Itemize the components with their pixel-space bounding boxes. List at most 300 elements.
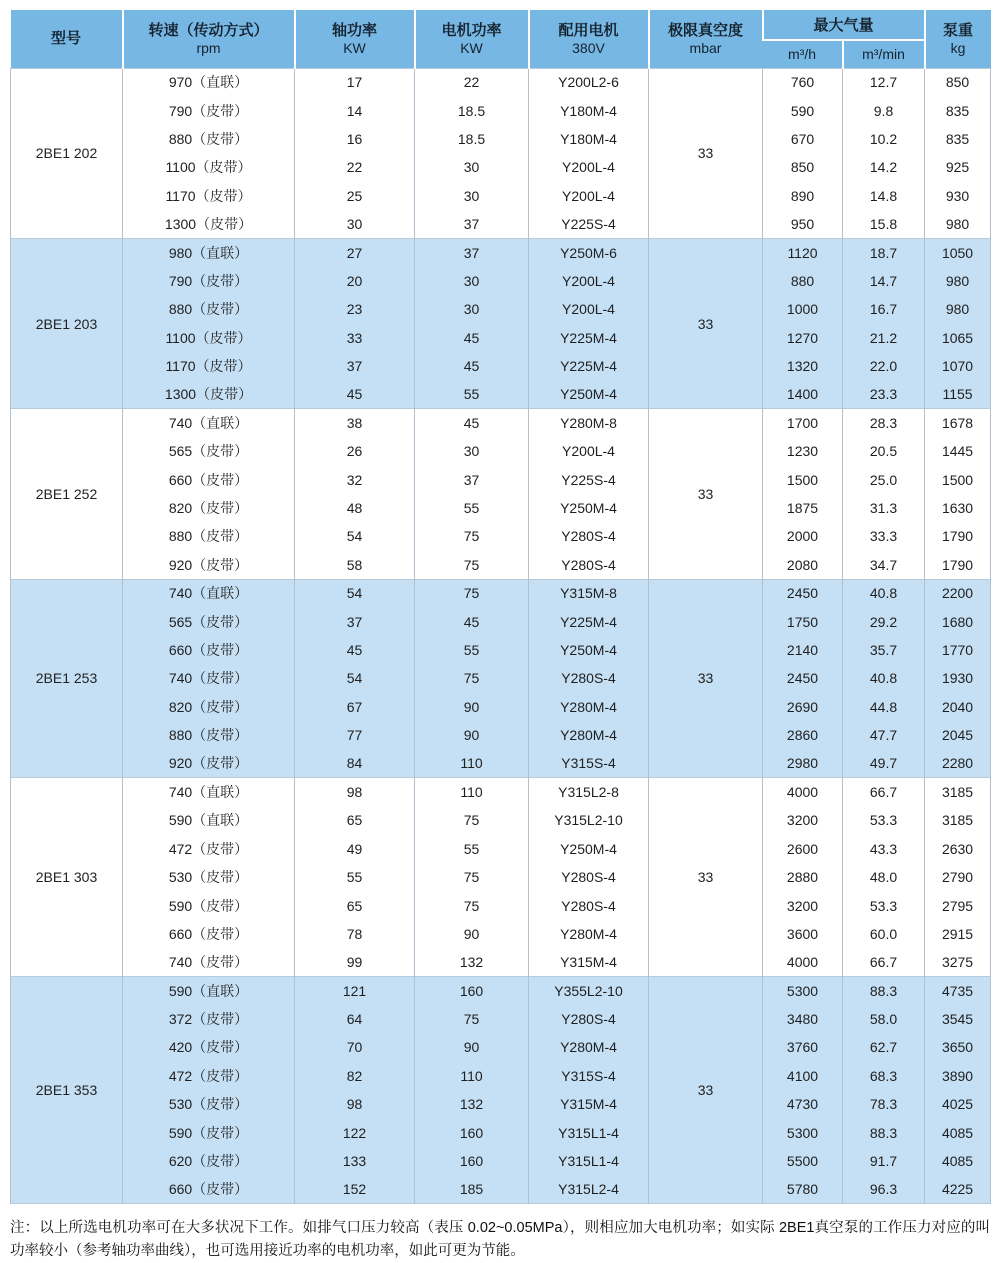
table-row xyxy=(11,693,991,721)
capacity-m3min-cell: 60.0 xyxy=(843,920,925,948)
capacity-m3h-cell: 3480 xyxy=(763,1005,843,1033)
vacuum-cell: 33 xyxy=(649,778,763,977)
model-cell: 2BE1 203 xyxy=(11,238,123,408)
model-cell: 2BE1 252 xyxy=(11,409,123,579)
matched-motor-cell: Y280S-4 xyxy=(529,551,649,579)
matched-motor-cell: Y280M-4 xyxy=(529,920,649,948)
motor-power-cell: 75 xyxy=(415,551,529,579)
capacity-m3h-cell: 1875 xyxy=(763,494,843,522)
speed-cell: 660（皮带） xyxy=(123,1175,295,1203)
speed-cell: 1300（皮带） xyxy=(123,210,295,238)
motor-power-cell: 110 xyxy=(415,1062,529,1090)
matched-motor-cell: Y315L2-8 xyxy=(529,778,649,806)
motor-power-cell: 45 xyxy=(415,607,529,635)
motor-power-cell: 30 xyxy=(415,295,529,323)
matched-motor-cell: Y315M-8 xyxy=(529,579,649,607)
speed-cell: 660（皮带） xyxy=(123,920,295,948)
capacity-m3h-cell: 5300 xyxy=(763,977,843,1005)
table-row xyxy=(11,153,991,181)
pump-weight-cell: 1065 xyxy=(925,324,991,352)
pump-weight-cell: 2790 xyxy=(925,863,991,891)
shaft-power-cell: 54 xyxy=(295,522,415,550)
capacity-m3h-cell: 1400 xyxy=(763,380,843,408)
speed-cell: 820（皮带） xyxy=(123,494,295,522)
speed-cell: 1100（皮带） xyxy=(123,324,295,352)
pump-weight-cell: 2280 xyxy=(925,749,991,777)
capacity-m3min-cell: 21.2 xyxy=(843,324,925,352)
motor-power-cell: 160 xyxy=(415,977,529,1005)
table-row xyxy=(11,238,991,266)
header-model-title: 型号 xyxy=(50,30,81,48)
speed-cell: 1100（皮带） xyxy=(123,153,295,181)
matched-motor-cell: Y280M-4 xyxy=(529,721,649,749)
capacity-m3min-cell: 14.7 xyxy=(843,267,925,295)
table-row xyxy=(11,1005,991,1033)
capacity-m3min-cell: 49.7 xyxy=(843,749,925,777)
matched-motor-cell: Y200L2-6 xyxy=(529,68,649,96)
pump-weight-cell: 3185 xyxy=(925,778,991,806)
pump-weight-cell: 3890 xyxy=(925,1062,991,1090)
capacity-m3h-cell: 3200 xyxy=(763,891,843,919)
capacity-m3h-cell: 2450 xyxy=(763,664,843,692)
capacity-m3min-cell: 62.7 xyxy=(843,1033,925,1061)
shaft-power-cell: 121 xyxy=(295,977,415,1005)
capacity-m3min-cell: 96.3 xyxy=(843,1175,925,1203)
capacity-m3h-cell: 4730 xyxy=(763,1090,843,1118)
capacity-m3h-cell: 890 xyxy=(763,182,843,210)
speed-cell: 565（皮带） xyxy=(123,607,295,635)
capacity-m3h-cell: 760 xyxy=(763,68,843,96)
motor-power-cell: 75 xyxy=(415,891,529,919)
motor-power-cell: 160 xyxy=(415,1118,529,1146)
capacity-m3min-cell: 18.7 xyxy=(843,238,925,266)
table-row xyxy=(11,96,991,124)
capacity-m3min-cell: 22.0 xyxy=(843,352,925,380)
table-row xyxy=(11,891,991,919)
speed-cell: 880（皮带） xyxy=(123,522,295,550)
capacity-m3min-cell: 91.7 xyxy=(843,1147,925,1175)
speed-cell: 590（皮带） xyxy=(123,891,295,919)
motor-power-cell: 90 xyxy=(415,920,529,948)
table-row xyxy=(11,749,991,777)
speed-cell: 660（皮带） xyxy=(123,465,295,493)
capacity-m3h-cell: 2080 xyxy=(763,551,843,579)
pump-weight-cell: 4225 xyxy=(925,1175,991,1203)
capacity-m3h-cell: 4100 xyxy=(763,1062,843,1090)
shaft-power-cell: 30 xyxy=(295,210,415,238)
speed-cell: 420（皮带） xyxy=(123,1033,295,1061)
motor-power-cell: 30 xyxy=(415,182,529,210)
shaft-power-cell: 45 xyxy=(295,636,415,664)
matched-motor-cell: Y355L2-10 xyxy=(529,977,649,1005)
model-cell: 2BE1 303 xyxy=(11,778,123,977)
capacity-m3min-cell: 31.3 xyxy=(843,494,925,522)
motor-power-cell: 132 xyxy=(415,948,529,976)
shaft-power-cell: 133 xyxy=(295,1147,415,1175)
speed-cell: 970（直联） xyxy=(123,68,295,96)
pump-weight-cell: 2915 xyxy=(925,920,991,948)
capacity-m3min-cell: 66.7 xyxy=(843,778,925,806)
pump-weight-cell: 4085 xyxy=(925,1147,991,1175)
capacity-m3h-cell: 3200 xyxy=(763,806,843,834)
capacity-m3h-cell: 5300 xyxy=(763,1118,843,1146)
vacuum-cell: 33 xyxy=(649,238,763,408)
capacity-m3h-cell: 2140 xyxy=(763,636,843,664)
table-row xyxy=(11,210,991,238)
capacity-m3min-cell: 43.3 xyxy=(843,835,925,863)
header-shaft-power-unit: KW xyxy=(343,39,366,56)
model-group xyxy=(11,409,991,579)
table-row xyxy=(11,835,991,863)
speed-cell: 790（皮带） xyxy=(123,96,295,124)
matched-motor-cell: Y315L1-4 xyxy=(529,1118,649,1146)
matched-motor-cell: Y280S-4 xyxy=(529,863,649,891)
shaft-power-cell: 22 xyxy=(295,153,415,181)
capacity-m3h-cell: 670 xyxy=(763,125,843,153)
speed-cell: 530（皮带） xyxy=(123,863,295,891)
speed-cell: 790（皮带） xyxy=(123,267,295,295)
capacity-m3h-cell: 2860 xyxy=(763,721,843,749)
capacity-m3h-cell: 5500 xyxy=(763,1147,843,1175)
pump-weight-cell: 1770 xyxy=(925,636,991,664)
capacity-m3h-cell: 1750 xyxy=(763,607,843,635)
shaft-power-cell: 98 xyxy=(295,778,415,806)
capacity-m3min-cell: 48.0 xyxy=(843,863,925,891)
capacity-m3min-cell: 53.3 xyxy=(843,891,925,919)
motor-power-cell: 22 xyxy=(415,68,529,96)
matched-motor-cell: Y180M-4 xyxy=(529,96,649,124)
speed-cell: 740（皮带） xyxy=(123,664,295,692)
matched-motor-cell: Y250M-4 xyxy=(529,636,649,664)
motor-power-cell: 90 xyxy=(415,693,529,721)
capacity-m3min-cell: 66.7 xyxy=(843,948,925,976)
capacity-m3min-cell: 35.7 xyxy=(843,636,925,664)
motor-power-cell: 75 xyxy=(415,863,529,891)
capacity-m3min-cell: 23.3 xyxy=(843,380,925,408)
motor-power-cell: 37 xyxy=(415,210,529,238)
matched-motor-cell: Y315L2-10 xyxy=(529,806,649,834)
header-shaft-power xyxy=(295,10,415,68)
pump-weight-cell: 980 xyxy=(925,295,991,323)
matched-motor-cell: Y225M-4 xyxy=(529,324,649,352)
motor-power-cell: 55 xyxy=(415,835,529,863)
pump-weight-cell: 1680 xyxy=(925,607,991,635)
matched-motor-cell: Y225S-4 xyxy=(529,465,649,493)
pump-weight-cell: 1790 xyxy=(925,522,991,550)
shaft-power-cell: 54 xyxy=(295,579,415,607)
table-row xyxy=(11,409,991,437)
capacity-m3h-cell: 1270 xyxy=(763,324,843,352)
header-pump-weight-title: 泵重 xyxy=(943,21,974,39)
header-ultimate-vacuum-unit: mbar xyxy=(689,39,722,56)
shaft-power-cell: 77 xyxy=(295,721,415,749)
shaft-power-cell: 122 xyxy=(295,1118,415,1146)
pump-weight-cell: 1155 xyxy=(925,380,991,408)
shaft-power-cell: 64 xyxy=(295,1005,415,1033)
capacity-m3min-cell: 68.3 xyxy=(843,1062,925,1090)
pump-weight-cell: 835 xyxy=(925,125,991,153)
model-group xyxy=(11,68,991,238)
table-row xyxy=(11,125,991,153)
shaft-power-cell: 32 xyxy=(295,465,415,493)
speed-cell: 565（皮带） xyxy=(123,437,295,465)
pump-weight-cell: 4085 xyxy=(925,1118,991,1146)
pump-weight-cell: 1445 xyxy=(925,437,991,465)
speed-cell: 740（直联） xyxy=(123,409,295,437)
matched-motor-cell: Y315L2-4 xyxy=(529,1175,649,1203)
speed-cell: 620（皮带） xyxy=(123,1147,295,1175)
capacity-m3h-cell: 2450 xyxy=(763,579,843,607)
capacity-m3min-cell: 88.3 xyxy=(843,977,925,1005)
capacity-m3min-cell: 58.0 xyxy=(843,1005,925,1033)
pump-weight-cell: 1930 xyxy=(925,664,991,692)
table-row xyxy=(11,494,991,522)
capacity-m3min-cell: 88.3 xyxy=(843,1118,925,1146)
header-max-air-capacity: 最大气量 xyxy=(763,10,925,40)
shaft-power-cell: 25 xyxy=(295,182,415,210)
pump-weight-cell: 1678 xyxy=(925,409,991,437)
capacity-m3h-cell: 950 xyxy=(763,210,843,238)
capacity-m3min-cell: 78.3 xyxy=(843,1090,925,1118)
shaft-power-cell: 20 xyxy=(295,267,415,295)
pump-weight-cell: 2040 xyxy=(925,693,991,721)
motor-power-cell: 185 xyxy=(415,1175,529,1203)
table-row xyxy=(11,607,991,635)
speed-cell: 590（直联） xyxy=(123,806,295,834)
motor-power-cell: 160 xyxy=(415,1147,529,1175)
table-row xyxy=(11,977,991,1005)
model-group xyxy=(11,579,991,778)
table-row xyxy=(11,863,991,891)
speed-cell: 880（皮带） xyxy=(123,125,295,153)
motor-power-cell: 55 xyxy=(415,380,529,408)
matched-motor-cell: Y280S-4 xyxy=(529,891,649,919)
speed-cell: 740（直联） xyxy=(123,778,295,806)
capacity-m3h-cell: 2690 xyxy=(763,693,843,721)
speed-cell: 660（皮带） xyxy=(123,636,295,664)
shaft-power-cell: 55 xyxy=(295,863,415,891)
capacity-m3min-cell: 44.8 xyxy=(843,693,925,721)
pump-weight-cell: 2045 xyxy=(925,721,991,749)
shaft-power-cell: 27 xyxy=(295,238,415,266)
pump-weight-cell: 1630 xyxy=(925,494,991,522)
matched-motor-cell: Y225S-4 xyxy=(529,210,649,238)
header-model xyxy=(11,10,123,68)
capacity-m3h-cell: 1000 xyxy=(763,295,843,323)
pump-weight-cell: 4025 xyxy=(925,1090,991,1118)
motor-power-cell: 75 xyxy=(415,579,529,607)
speed-cell: 820（皮带） xyxy=(123,693,295,721)
capacity-m3min-cell: 16.7 xyxy=(843,295,925,323)
motor-power-cell: 30 xyxy=(415,267,529,295)
matched-motor-cell: Y200L-4 xyxy=(529,182,649,210)
header-matched-motor-title: 配用电机 xyxy=(558,21,619,39)
capacity-m3min-cell: 29.2 xyxy=(843,607,925,635)
pump-weight-cell: 835 xyxy=(925,96,991,124)
capacity-m3h-cell: 1320 xyxy=(763,352,843,380)
table-row xyxy=(11,636,991,664)
capacity-m3min-cell: 53.3 xyxy=(843,806,925,834)
speed-cell: 1300（皮带） xyxy=(123,380,295,408)
capacity-m3h-cell: 1500 xyxy=(763,465,843,493)
capacity-m3min-cell: 12.7 xyxy=(843,68,925,96)
matched-motor-cell: Y250M-4 xyxy=(529,494,649,522)
capacity-m3h-cell: 1230 xyxy=(763,437,843,465)
speed-cell: 920（皮带） xyxy=(123,749,295,777)
footnote: 注：以上所选电机功率可在大多状况下工作。如排气口压力较高（表压 0.02~0.05MPa），则相应加大电机功率；如实际 2BE1真空泵的工作压力对应的叫功率较小（参考轴功率曲线），也可选用接近功率的电机功率，如此可更为节能。 xyxy=(10,1220,990,1260)
capacity-m3h-cell: 2880 xyxy=(763,863,843,891)
vacuum-cell: 33 xyxy=(649,579,763,778)
pump-weight-cell: 980 xyxy=(925,267,991,295)
speed-cell: 920（皮带） xyxy=(123,551,295,579)
capacity-m3min-cell: 47.7 xyxy=(843,721,925,749)
motor-power-cell: 90 xyxy=(415,721,529,749)
speed-cell: 880（皮带） xyxy=(123,721,295,749)
capacity-m3h-cell: 850 xyxy=(763,153,843,181)
header-matched-motor-unit: 380V xyxy=(572,39,605,56)
pump-weight-cell: 1050 xyxy=(925,238,991,266)
pump-weight-cell: 1500 xyxy=(925,465,991,493)
motor-power-cell: 45 xyxy=(415,409,529,437)
header-matched-motor xyxy=(529,10,649,68)
capacity-m3h-cell: 1120 xyxy=(763,238,843,266)
capacity-m3min-cell: 28.3 xyxy=(843,409,925,437)
pump-weight-cell: 1790 xyxy=(925,551,991,579)
matched-motor-cell: Y280M-8 xyxy=(529,409,649,437)
shaft-power-cell: 98 xyxy=(295,1090,415,1118)
model-group xyxy=(11,778,991,977)
capacity-m3min-cell: 40.8 xyxy=(843,664,925,692)
motor-power-cell: 45 xyxy=(415,324,529,352)
shaft-power-cell: 70 xyxy=(295,1033,415,1061)
header-speed-unit: rpm xyxy=(196,39,221,56)
shaft-power-cell: 14 xyxy=(295,96,415,124)
table-row xyxy=(11,380,991,408)
speed-cell: 1170（皮带） xyxy=(123,352,295,380)
capacity-m3min-cell: 15.8 xyxy=(843,210,925,238)
pump-weight-cell: 925 xyxy=(925,153,991,181)
pump-weight-cell: 2200 xyxy=(925,579,991,607)
speed-cell: 980（直联） xyxy=(123,238,295,266)
motor-power-cell: 18.5 xyxy=(415,96,529,124)
matched-motor-cell: Y180M-4 xyxy=(529,125,649,153)
motor-power-cell: 90 xyxy=(415,1033,529,1061)
header-shaft-power-title: 轴功率 xyxy=(331,21,377,39)
motor-power-cell: 18.5 xyxy=(415,125,529,153)
shaft-power-cell: 37 xyxy=(295,607,415,635)
pump-weight-cell: 4735 xyxy=(925,977,991,1005)
vacuum-cell: 33 xyxy=(649,977,763,1204)
shaft-power-cell: 17 xyxy=(295,68,415,96)
table-row xyxy=(11,465,991,493)
model-cell: 2BE1 353 xyxy=(11,977,123,1204)
table-row xyxy=(11,920,991,948)
table-row xyxy=(11,1118,991,1146)
shaft-power-cell: 65 xyxy=(295,891,415,919)
pump-weight-cell: 930 xyxy=(925,182,991,210)
motor-power-cell: 55 xyxy=(415,494,529,522)
speed-cell: 590（直联） xyxy=(123,977,295,1005)
motor-power-cell: 75 xyxy=(415,664,529,692)
motor-power-cell: 110 xyxy=(415,778,529,806)
header-unit-m3h: m³/h xyxy=(763,40,843,68)
shaft-power-cell: 48 xyxy=(295,494,415,522)
matched-motor-cell: Y315M-4 xyxy=(529,948,649,976)
model-group xyxy=(11,238,991,408)
capacity-m3h-cell: 2000 xyxy=(763,522,843,550)
capacity-m3min-cell: 34.7 xyxy=(843,551,925,579)
speed-cell: 880（皮带） xyxy=(123,295,295,323)
table-row xyxy=(11,1033,991,1061)
speed-cell: 740（皮带） xyxy=(123,948,295,976)
matched-motor-cell: Y200L-4 xyxy=(529,437,649,465)
header-unit-m3min: m³/min xyxy=(843,40,925,68)
motor-power-cell: 75 xyxy=(415,1005,529,1033)
table-row xyxy=(11,522,991,550)
table-row xyxy=(11,1062,991,1090)
speed-cell: 472（皮带） xyxy=(123,835,295,863)
motor-power-cell: 37 xyxy=(415,465,529,493)
vacuum-cell: 33 xyxy=(649,409,763,579)
table-row xyxy=(11,182,991,210)
pump-weight-cell: 3275 xyxy=(925,948,991,976)
shaft-power-cell: 82 xyxy=(295,1062,415,1090)
table-row xyxy=(11,437,991,465)
pump-spec-table xyxy=(10,10,991,1204)
shaft-power-cell: 26 xyxy=(295,437,415,465)
table-row xyxy=(11,721,991,749)
table-row xyxy=(11,68,991,96)
matched-motor-cell: Y280M-4 xyxy=(529,693,649,721)
header-pump-weight-unit: kg xyxy=(950,39,966,56)
capacity-m3min-cell: 25.0 xyxy=(843,465,925,493)
capacity-m3h-cell: 3760 xyxy=(763,1033,843,1061)
shaft-power-cell: 152 xyxy=(295,1175,415,1203)
header-ultimate-vacuum-title: 极限真空度 xyxy=(667,21,743,39)
matched-motor-cell: Y280S-4 xyxy=(529,664,649,692)
motor-power-cell: 37 xyxy=(415,238,529,266)
matched-motor-cell: Y225M-4 xyxy=(529,607,649,635)
table-row xyxy=(11,948,991,976)
shaft-power-cell: 99 xyxy=(295,948,415,976)
motor-power-cell: 55 xyxy=(415,636,529,664)
header-motor-power-title: 电机功率 xyxy=(441,21,502,39)
shaft-power-cell: 23 xyxy=(295,295,415,323)
matched-motor-cell: Y250M-4 xyxy=(529,380,649,408)
table-row xyxy=(11,579,991,607)
capacity-m3h-cell: 4000 xyxy=(763,948,843,976)
shaft-power-cell: 78 xyxy=(295,920,415,948)
table-row xyxy=(11,778,991,806)
model-cell: 2BE1 253 xyxy=(11,579,123,778)
shaft-power-cell: 58 xyxy=(295,551,415,579)
pump-weight-cell: 850 xyxy=(925,68,991,96)
capacity-m3min-cell: 14.8 xyxy=(843,182,925,210)
vacuum-cell: 33 xyxy=(649,68,763,238)
capacity-m3h-cell: 880 xyxy=(763,267,843,295)
shaft-power-cell: 45 xyxy=(295,380,415,408)
header-ultimate-vacuum xyxy=(649,10,763,68)
pump-weight-cell: 3650 xyxy=(925,1033,991,1061)
matched-motor-cell: Y315S-4 xyxy=(529,749,649,777)
model-group xyxy=(11,977,991,1204)
capacity-m3h-cell: 5780 xyxy=(763,1175,843,1203)
table-row xyxy=(11,1147,991,1175)
shaft-power-cell: 38 xyxy=(295,409,415,437)
capacity-m3h-cell: 3600 xyxy=(763,920,843,948)
table-row xyxy=(11,1090,991,1118)
model-cell: 2BE1 202 xyxy=(11,68,123,238)
